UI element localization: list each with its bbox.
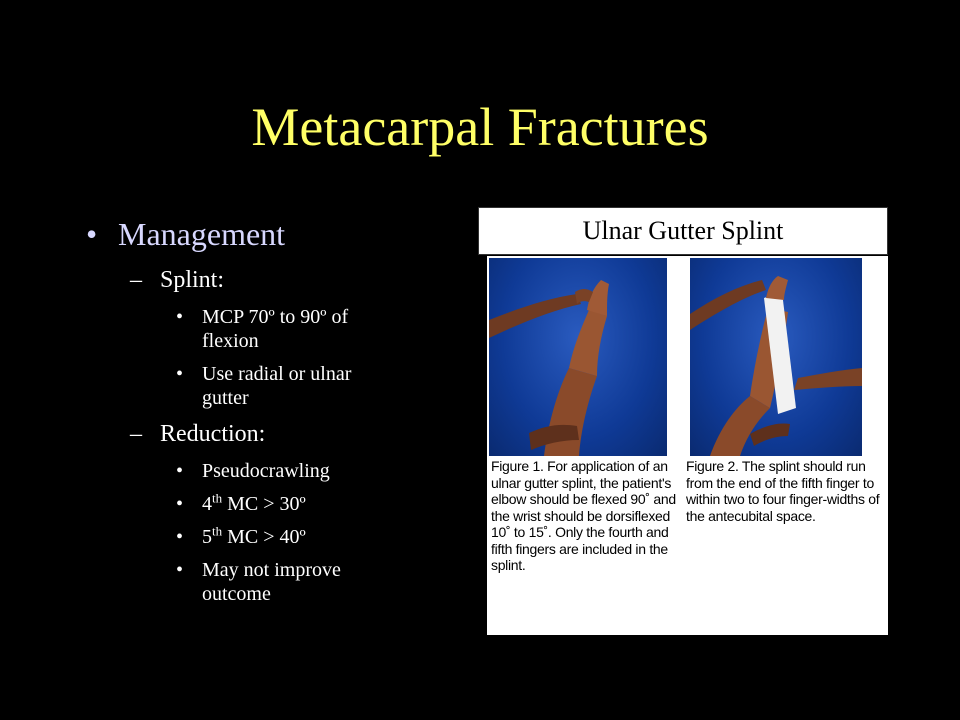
item-4th-mc bbox=[176, 492, 446, 516]
figure-2-text: Figure 2. The splint should run from the end of the fifth finger to within two to four finger-widths of the antecubital space. bbox=[686, 458, 880, 524]
item-gutter bbox=[176, 362, 446, 410]
bullet-icon: • bbox=[176, 493, 184, 515]
bullet-icon: • bbox=[176, 306, 184, 328]
bullet-list bbox=[86, 212, 446, 606]
threshold-text: MC > 30º bbox=[222, 493, 306, 515]
sub-bullet-splint bbox=[130, 264, 446, 296]
item-5th-mc bbox=[176, 525, 446, 549]
bullet-management-label: Management bbox=[118, 216, 286, 252]
splint-applied-illustration bbox=[690, 258, 862, 456]
bullet-icon: • bbox=[176, 526, 184, 548]
bullet-icon: • bbox=[176, 559, 184, 581]
dash-icon: – bbox=[130, 267, 142, 293]
bullet-management bbox=[86, 212, 446, 256]
item-outcome bbox=[176, 558, 446, 606]
item-pseudocrawling bbox=[176, 459, 446, 483]
bullet-icon: • bbox=[176, 363, 184, 385]
arm-elbow-flexed-illustration bbox=[489, 258, 667, 456]
item-5th-mc-text bbox=[202, 525, 402, 549]
splint-figure bbox=[487, 256, 888, 635]
sub-bullet-splint-label: Splint: bbox=[160, 267, 225, 293]
item-gutter-text: Use radial or ulnar gutter bbox=[202, 363, 352, 409]
ordinal-suffix: th bbox=[212, 490, 223, 506]
item-outcome-text: May not improve outcome bbox=[202, 559, 341, 605]
bullet-icon: • bbox=[176, 460, 184, 482]
slide-title: Metacarpal Fractures bbox=[251, 97, 709, 157]
photo-figure-2 bbox=[690, 258, 862, 456]
item-mcp-flexion bbox=[176, 305, 446, 353]
ordinal-number: 5 bbox=[202, 526, 212, 548]
item-4th-mc-text bbox=[202, 492, 402, 516]
figure-caption: Ulnar Gutter Splint bbox=[478, 207, 888, 255]
threshold-text: MC > 40º bbox=[222, 526, 306, 548]
dash-icon: – bbox=[130, 421, 142, 447]
sub-bullet-reduction bbox=[130, 418, 446, 450]
bullet-icon: • bbox=[86, 216, 98, 252]
ordinal-suffix: th bbox=[212, 523, 223, 539]
item-mcp-flexion-text: MCP 70º to 90º of flexion bbox=[202, 306, 349, 352]
photo-figure-1 bbox=[489, 258, 667, 456]
item-pseudocrawling-text: Pseudocrawling bbox=[202, 460, 330, 482]
sub-bullet-reduction-label: Reduction: bbox=[160, 421, 266, 447]
figure-1-text: Figure 1. For application of an ulnar gutter splint, the patient's elbow should be flexed 90˚ and the wrist should be dorsiflexed 10˚ to 15˚. Only the fourth and fifth fingers are included in the splint. bbox=[491, 458, 676, 573]
ordinal-number: 4 bbox=[202, 493, 212, 515]
